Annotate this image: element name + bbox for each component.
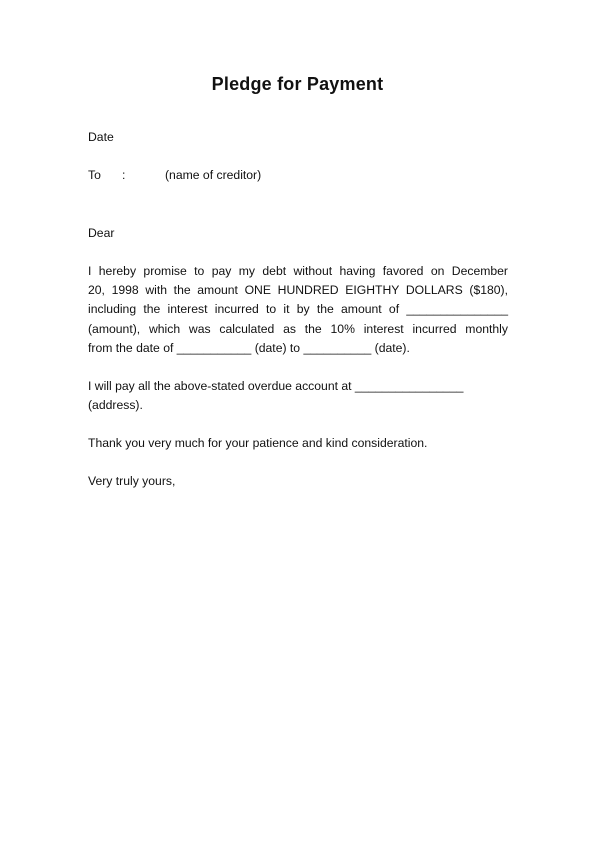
- document-title: Pledge for Payment: [211, 74, 384, 94]
- paragraph-line: including the interest incurred to it by the amount of _______________: [88, 302, 508, 317]
- paragraph-thanks: Thank you very much for your patience and kind consideration.: [88, 436, 428, 450]
- closing: Very truly yours,: [88, 474, 176, 488]
- date-label: Date: [88, 130, 114, 144]
- paragraph-line: I hereby promise to pay my debt without having favored on December: [88, 264, 508, 278]
- creditor-name-placeholder: (name of creditor): [165, 168, 262, 182]
- salutation: Dear: [88, 226, 115, 240]
- paragraph-line: from the date of ___________ (date) to __________ (date).: [88, 340, 410, 355]
- paragraph-line: I will pay all the above-stated overdue account at ________________: [88, 379, 464, 393]
- to-label: To: [88, 168, 101, 182]
- paragraph-payment-address: [88, 377, 508, 415]
- to-colon: :: [122, 168, 126, 182]
- paragraph-payment-terms: [88, 262, 508, 358]
- paragraph-line: 20, 1998 with the amount ONE HUNDRED EIGHTHY DOLLARS ($180),: [88, 283, 508, 298]
- to-line: [88, 166, 261, 185]
- paragraph-line: (address).: [88, 398, 143, 413]
- paragraph-line: (amount), which was calculated as the 10% interest incurred monthly: [88, 321, 508, 336]
